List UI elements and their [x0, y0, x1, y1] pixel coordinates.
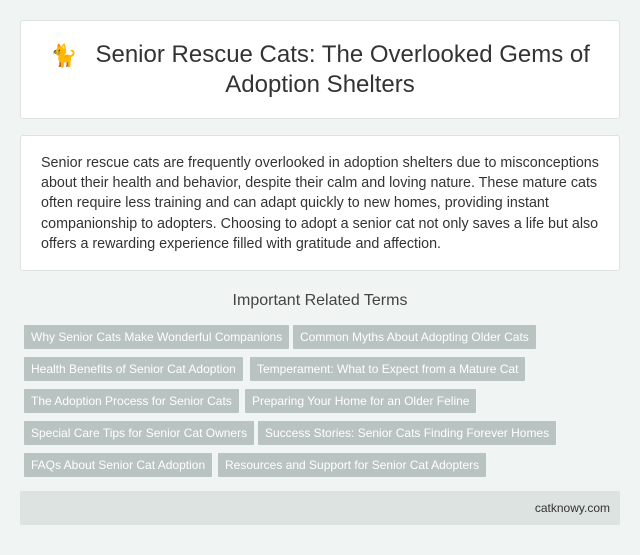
related-term-tag[interactable]: Special Care Tips for Senior Cat Owners: [24, 421, 254, 445]
related-term-tag[interactable]: Common Myths About Adopting Older Cats: [293, 325, 536, 349]
related-term-tag[interactable]: FAQs About Senior Cat Adoption: [24, 453, 212, 477]
related-term-tag[interactable]: Resources and Support for Senior Cat Adopters: [218, 453, 486, 477]
related-term-tag[interactable]: Success Stories: Senior Cats Finding Forever Homes: [258, 421, 556, 445]
summary-text: Senior rescue cats are frequently overlooked in adoption shelters due to misconceptions about their health and behavior, despite their calm and loving nature. These mature cats often require less training and can adapt quickly to new homes, providing instant companionship to adopters. Choosing to adopt a senior cat not only saves a life but also offers a rewarding experience filled with gratitude and affection.: [41, 155, 599, 252]
related-term-tag[interactable]: Preparing Your Home for an Older Feline: [245, 389, 476, 413]
cat-icon: 🐈: [50, 43, 78, 68]
footer-site-link[interactable]: catknowy.com: [534, 501, 610, 515]
footer: [20, 491, 620, 525]
related-term-tag[interactable]: The Adoption Process for Senior Cats: [24, 389, 239, 413]
title-card: [20, 20, 620, 119]
summary-card: [20, 135, 620, 271]
page-title: [40, 40, 600, 99]
related-terms-heading: Important Related Terms: [232, 292, 408, 309]
related-term-tag[interactable]: Why Senior Cats Make Wonderful Companions: [24, 325, 289, 349]
related-term-tag[interactable]: Temperament: What to Expect from a Mature Cat: [250, 357, 525, 381]
page-title-text: Senior Rescue Cats: The Overlooked Gems of Adoption Shelters: [95, 41, 590, 98]
related-term-tag[interactable]: Health Benefits of Senior Cat Adoption: [24, 357, 243, 381]
